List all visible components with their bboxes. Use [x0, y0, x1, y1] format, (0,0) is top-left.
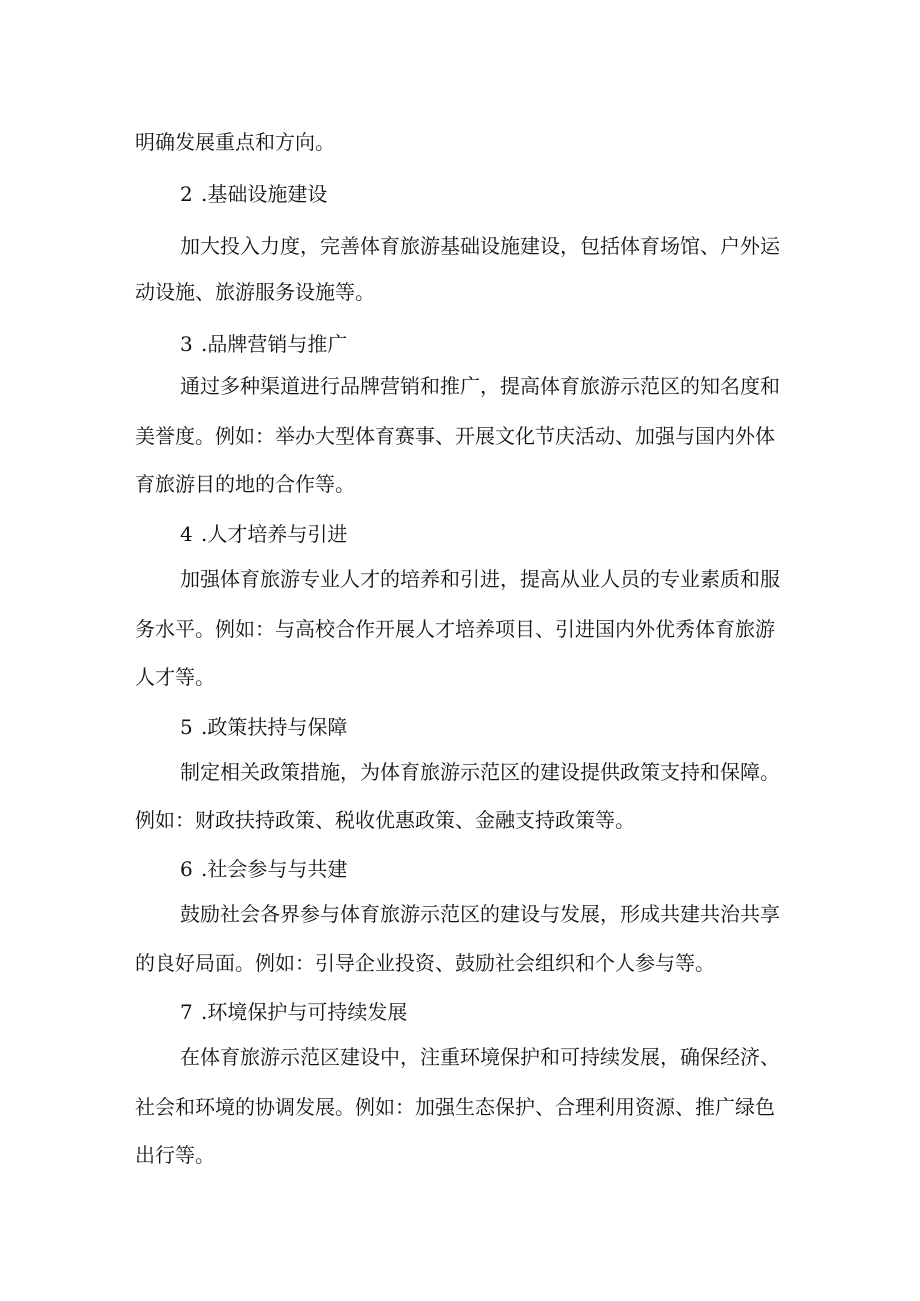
paragraph-text: 人才等。 [135, 665, 215, 689]
paragraph-text: 社会和环境的协调发展。例如：加强生态保护、合理利用资源、推广绿色 [135, 1095, 775, 1119]
paragraph-text: 通过多种渠道进行品牌营销和推广，提高体育旅游示范区的知名度和 [180, 374, 780, 398]
paragraph-line [0, 418, 920, 454]
paragraph-line [0, 1089, 920, 1125]
paragraph-line [0, 368, 920, 404]
paragraph-line [0, 1137, 920, 1173]
paragraph-line [0, 228, 920, 264]
section-heading [0, 709, 920, 745]
section-number: 7 [180, 1000, 199, 1024]
paragraph-line [0, 754, 920, 790]
paragraph-line [0, 466, 920, 502]
section-heading [0, 326, 920, 362]
section-number: 2 [180, 182, 199, 206]
section-title: .环境保护与可持续发展 [201, 1000, 408, 1024]
paragraph-line [0, 896, 920, 932]
paragraph-text: 务水平。例如：与高校合作开展人才培养项目、引进国内外优秀体育旅游 [135, 617, 775, 641]
section-heading [0, 176, 920, 212]
paragraph-text: 的良好局面。例如：引导企业投资、鼓励社会组织和个人参与等。 [135, 951, 715, 975]
paragraph-line [0, 274, 920, 310]
continuation-line [0, 124, 920, 160]
section-title: .品牌营销与推广 [201, 332, 348, 356]
paragraph-text: 制定相关政策措施，为体育旅游示范区的建设提供政策支持和保障。 [180, 760, 780, 784]
paragraph-text: 鼓励社会各界参与体育旅游示范区的建设与发展，形成共建共治共享 [180, 902, 780, 926]
paragraph-text: 出行等。 [135, 1143, 215, 1167]
paragraph-text: 美誉度。例如：举办大型体育赛事、开展文化节庆活动、加强与国内外体 [135, 424, 775, 448]
section-heading [0, 994, 920, 1030]
section-title: .人才培养与引进 [201, 522, 348, 546]
section-number: 4 [180, 522, 199, 546]
section-number: 6 [180, 857, 199, 881]
section-title: .基础设施建设 [201, 182, 328, 206]
section-title: .政策扶持与保障 [201, 715, 348, 739]
section-number: 5 [180, 715, 199, 739]
paragraph-line [0, 802, 920, 838]
paragraph-line [0, 659, 920, 695]
paragraph-line [0, 561, 920, 597]
section-number: 3 [180, 332, 199, 356]
paragraph-text: 明确发展重点和方向。 [135, 130, 335, 154]
section-heading [0, 516, 920, 552]
paragraph-text: 例如：财政扶持政策、税收优惠政策、金融支持政策等。 [135, 808, 635, 832]
paragraph-text: 在体育旅游示范区建设中，注重环境保护和可持续发展，确保经济、 [180, 1045, 780, 1069]
paragraph-line [0, 1039, 920, 1075]
section-title: .社会参与与共建 [201, 857, 348, 881]
paragraph-line [0, 945, 920, 981]
paragraph-text: 加强体育旅游专业人才的培养和引进，提高从业人员的专业素质和服 [180, 567, 780, 591]
paragraph-line [0, 611, 920, 647]
section-heading [0, 851, 920, 887]
paragraph-text: 育旅游目的地的合作等。 [135, 472, 355, 496]
paragraph-text: 动设施、旅游服务设施等。 [135, 280, 375, 304]
paragraph-text: 加大投入力度，完善体育旅游基础设施建设，包括体育场馆、户外运 [180, 234, 780, 258]
